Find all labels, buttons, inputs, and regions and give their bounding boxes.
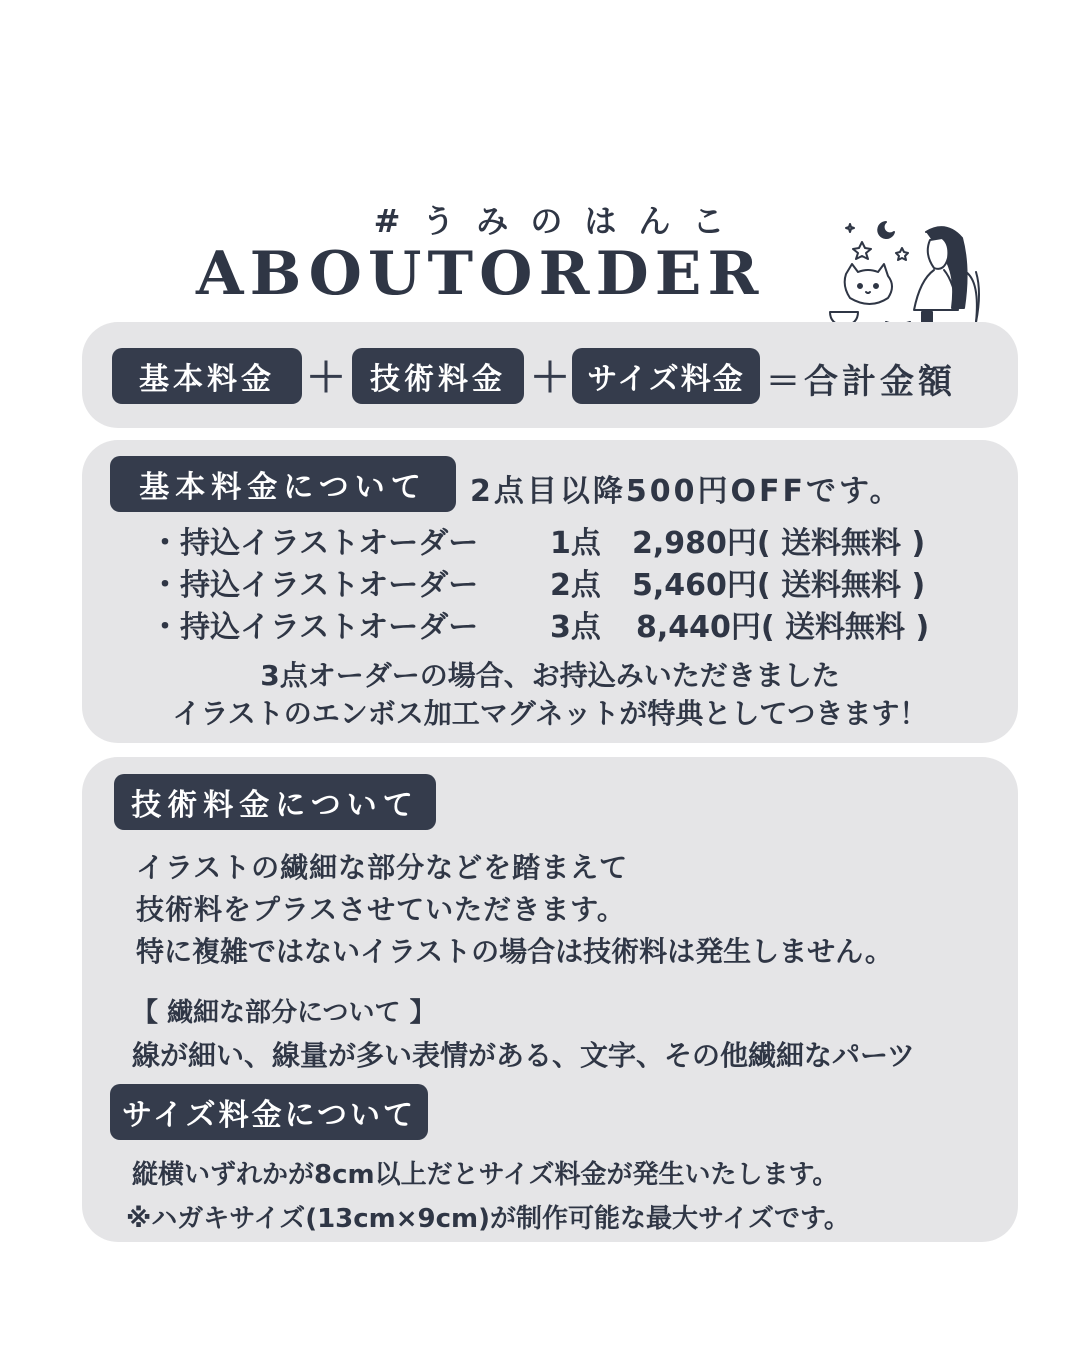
- bonus-text-line1: 3点オーダーの場合、お持込みいただきました: [260, 659, 840, 692]
- discount-note: 2点目以降500円OFFです。: [470, 474, 903, 509]
- page-title: ABOUTORDER: [196, 239, 765, 309]
- item-label: ・持込イラストオーダー: [150, 526, 479, 561]
- plus-sign: ＋: [306, 355, 346, 401]
- price-row: [150, 608, 950, 648]
- item-count: 3点: [550, 610, 601, 645]
- size-fee-tag: サイズ料金: [572, 348, 760, 404]
- price-row: [150, 566, 950, 606]
- size-text-line: ※ハガキサイズ(13cm×9cm)が制作可能な最大サイズです。: [126, 1204, 850, 1234]
- bonus-text-line2: イラストのエンボス加工マグネットが特典としてつきます！: [172, 697, 928, 730]
- detail-heading: 【 繊細な部分について 】: [132, 998, 436, 1028]
- size-text-line: 縦横いずれかが8cm以上だとサイズ料金が発生いたします。: [132, 1160, 839, 1190]
- basic-fee-tag: 基本料金: [112, 348, 302, 404]
- item-count: 2点: [550, 568, 601, 603]
- detail-text: 線が細い、線量が多い表情がある、文字、その他繊細なパーツ: [132, 1039, 915, 1072]
- item-count: 1点: [550, 526, 601, 561]
- price-row: [150, 524, 950, 564]
- technical-fee-heading: 技術料金について: [114, 774, 436, 830]
- technical-text-line: イラストの繊細な部分などを踏まえて: [136, 851, 629, 884]
- item-price: 5,460円( 送料無料 ): [632, 568, 926, 603]
- size-fee-heading: サイズ料金について: [110, 1084, 428, 1140]
- technical-text-line: 特に複雑ではないイラストの場合は技術料は発生しません。: [136, 935, 893, 968]
- item-label: ・持込イラストオーダー: [150, 610, 479, 645]
- item-price: 8,440円( 送料無料 ): [636, 610, 930, 645]
- brand-tagline: #うみのはんこ: [373, 202, 747, 240]
- total-amount-label: ＝合計金額: [766, 362, 956, 402]
- item-price: 2,980円( 送料無料 ): [632, 526, 926, 561]
- technical-text-line: 技術料をプラスさせていただきます。: [136, 893, 626, 926]
- item-label: ・持込イラストオーダー: [150, 568, 479, 603]
- basic-fee-heading: 基本料金について: [110, 456, 456, 512]
- plus-sign: ＋: [530, 355, 570, 401]
- technical-fee-tag: 技術料金: [352, 348, 524, 404]
